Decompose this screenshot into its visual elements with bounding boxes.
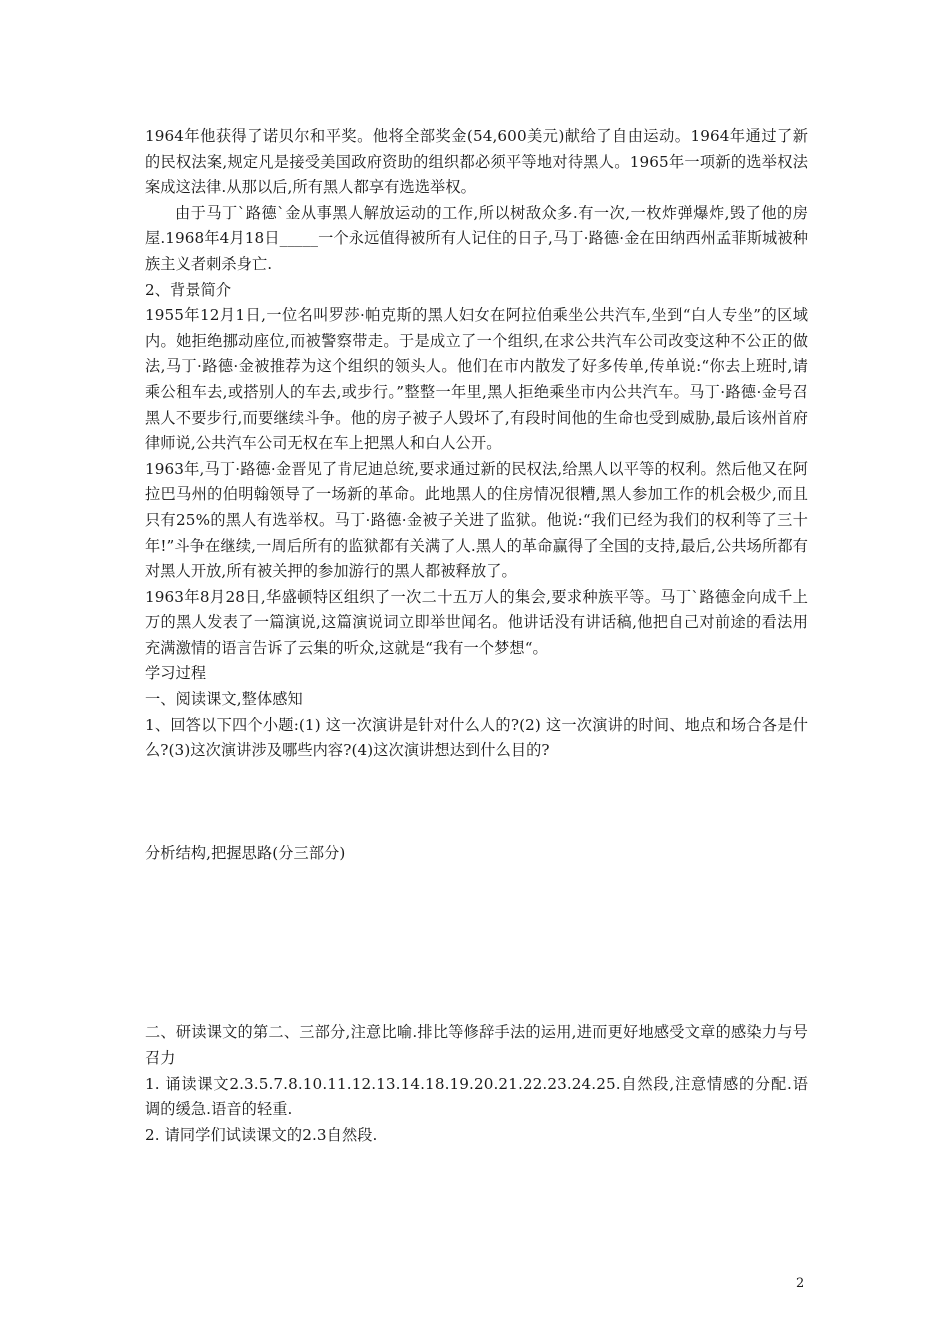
answer-space-2 xyxy=(145,866,808,1020)
section-heading-reading: 一、阅读课文,整体感知 xyxy=(145,690,303,709)
question-four-parts: 1、回答以下四个小题:(1) 这一次演讲是针对什么人的?(2) 这一次演讲的时间、地点和场合各是什么?(3)这次演讲涉及哪些内容?(4)这次演讲想达到什么目的? xyxy=(145,715,808,760)
paragraph-birmingham: 1963年,马丁·路德·金晋见了肯尼迪总统,要求通过新的民权法,给黑人以平等的权利。然后他又在阿拉巴马州的伯明翰领导了一场新的革命。此地黑人的住房情况很糟,黑人参加工作的机会极少,而且只有25%的黑人有选举权。马丁·路德·金被子关进了监狱。他说:“我们已经为我们的权利等了三十年!”斗争在继续,一周后所有的监狱都有关满了人.黑人的革命赢得了全国的支持,最后,公共场所都有对黑人开放,所有被关押的参加游行的黑人都被释放了。 xyxy=(145,459,808,581)
page-number: 2 xyxy=(796,1276,805,1291)
task-trial-reading: 2. 请同学们试读课文的2.3自然段. xyxy=(145,1125,378,1144)
paragraph-assassination: 由于马丁`路德`金从事黑人解放运动的工作,所以树敌众多.有一次,一枚炸弹爆炸,毁了他的房屋.1968年4月18日_____一个永远值得被所有人记住的日子,马丁·路德·金在田纳西州孟菲斯城被种族主义者刺杀身亡. xyxy=(145,203,808,273)
paragraph-bus-boycott: 1955年12月1日,一位名叫罗莎·帕克斯的黑人妇女在阿拉伯乘坐公共汽车,坐到“白人专坐”的区域内。她拒绝挪动座位,而被警察带走。于是成立了一个组织,在求公共汽车公司改变这种不公正的做法,马丁·路德·金被推荐为这个组织的领头人。他们在市内散发了好多传单,传单说:“你去上班时,请乘公租车去,或搭别人的车去,或步行。”整整一年里,黑人拒绝乘坐市内公共汽车。马丁·路德·金号召黑人不要步行,而要继续斗争。他的房子被子人毁坏了,有段时间他的生命也受到威胁,最后该州首府律师说,公共汽车公司无权在车上把黑人和白人公开。 xyxy=(145,306,808,453)
section-heading-background: 2、背景简介 xyxy=(145,280,232,299)
paragraph-washington-speech: 1963年8月28日,华盛顿特区组织了一次二十五万人的集会,要求种族平等。马丁`路德金向成千上万的黑人发表了一篇演说,这篇演说词立即举世闻名。他讲话没有讲话稿,他把自己对前途的看法用充满激情的语言告诉了云集的听众,这就是“我有一个梦想“。 xyxy=(145,587,808,657)
section-heading-study: 二、研读课文的第二、三部分,注意比喻.排比等修辞手法的运用,进而更好地感受文章的感染力与号召力 xyxy=(145,1023,808,1068)
section-heading-learning-process: 学习过程 xyxy=(145,664,207,683)
document-body xyxy=(145,124,808,1148)
task-structure-analysis: 分析结构,把握思路(分三部分) xyxy=(145,843,346,862)
answer-space-1 xyxy=(145,764,808,841)
task-recite: 1. 诵读课文2.3.5.7.8.10.11.12.13.14.18.19.20.21.22.23.24.25.自然段,注意情感的分配.语调的缓急.语音的轻重. xyxy=(145,1074,808,1119)
paragraph-nobel-prize: 1964年他获得了诺贝尔和平奖。他将全部奖金(54,600美元)献给了自由运动。1964年通过了新的民权法案,规定凡是接受美国政府资助的组织都必须平等地对待黑人。1965年一项新的选举权法案成这法律.从那以后,所有黑人都享有选选举权。 xyxy=(145,127,808,197)
